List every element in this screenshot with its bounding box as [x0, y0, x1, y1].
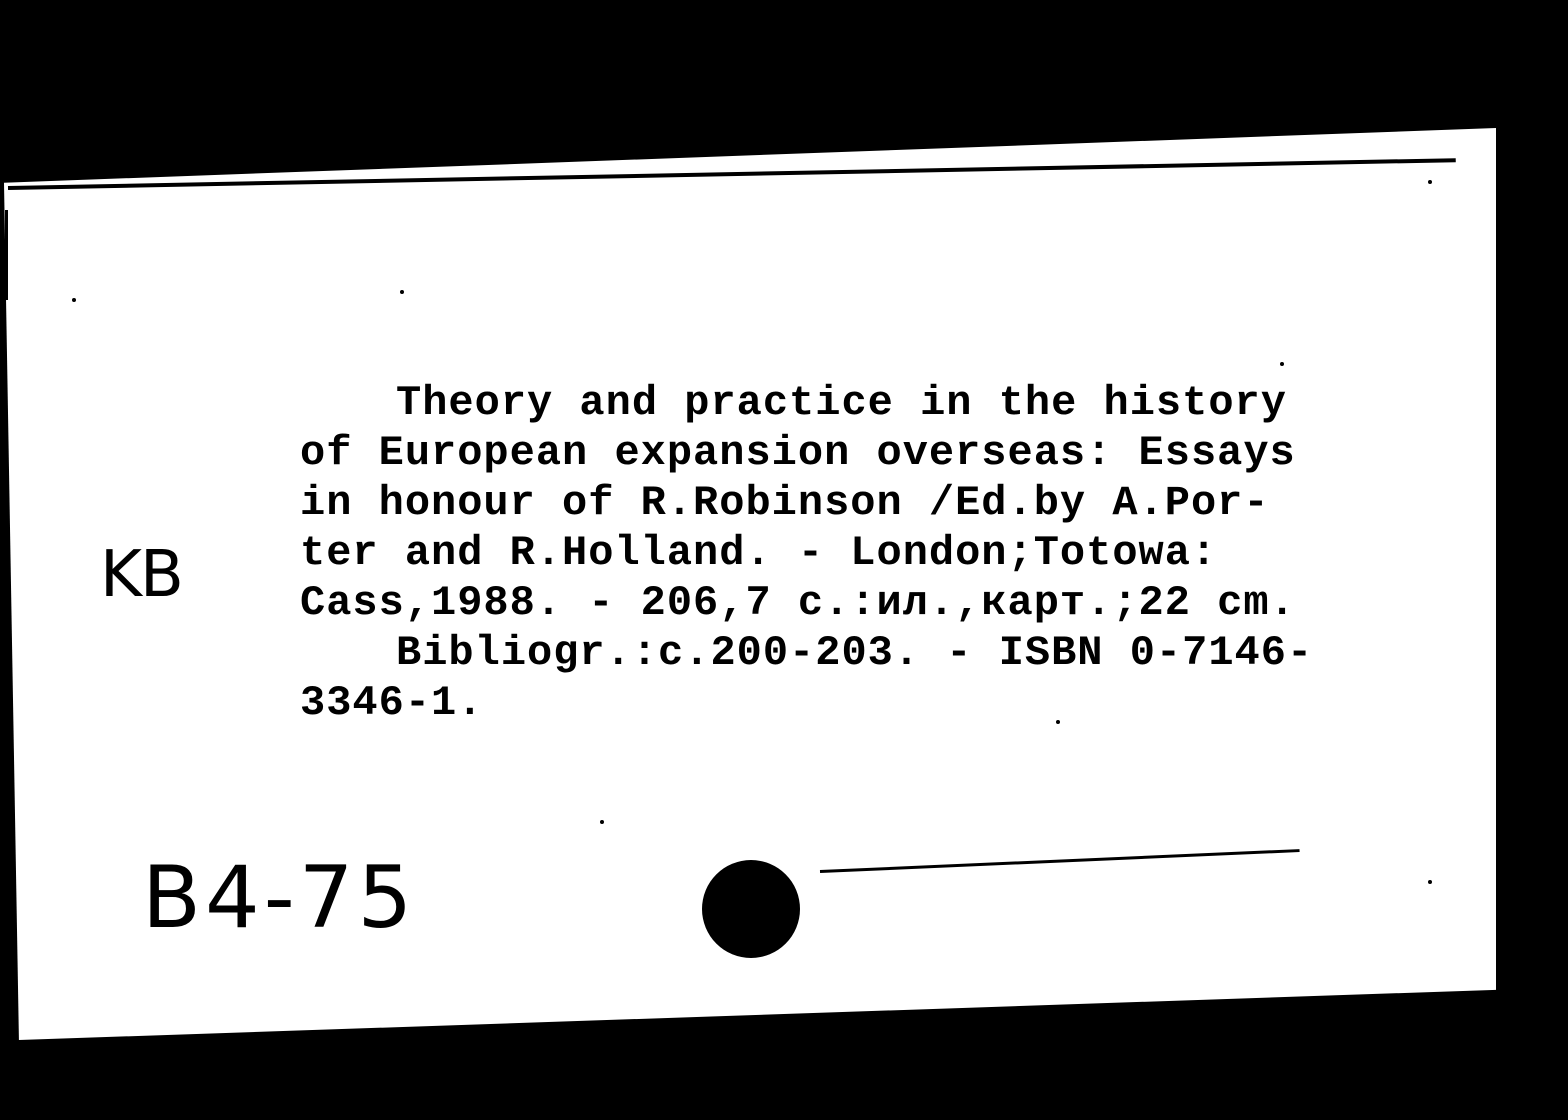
speck: [1428, 180, 1432, 184]
record-line: in honour of R.Robinson /Ed.by A.Por-: [300, 479, 1270, 527]
speck: [600, 820, 604, 824]
record-line: 3346-1.: [300, 679, 484, 727]
speck: [1428, 880, 1432, 884]
punch-hole: [702, 860, 800, 958]
card-edge-mark: [5, 210, 8, 300]
record-line: Bibliogr.:c.200-203. - ISBN 0-7146-: [396, 629, 1314, 677]
speck: [1056, 720, 1060, 724]
record-line: ter and R.Holland. - London;Totowa:: [300, 529, 1218, 577]
bibliographic-record: [300, 378, 1480, 728]
record-line: of European expansion overseas: Essays: [300, 429, 1296, 477]
speck: [1280, 362, 1284, 366]
record-line: Cass,1988. - 206,7 c.:ил.,карт.;22 cm.: [300, 579, 1296, 627]
speck: [72, 298, 76, 302]
speck: [400, 290, 404, 294]
record-line: Theory and practice in the history: [396, 379, 1287, 427]
handwritten-shelfmark: B4-75: [142, 848, 417, 948]
handwritten-mark: KB: [100, 538, 182, 612]
